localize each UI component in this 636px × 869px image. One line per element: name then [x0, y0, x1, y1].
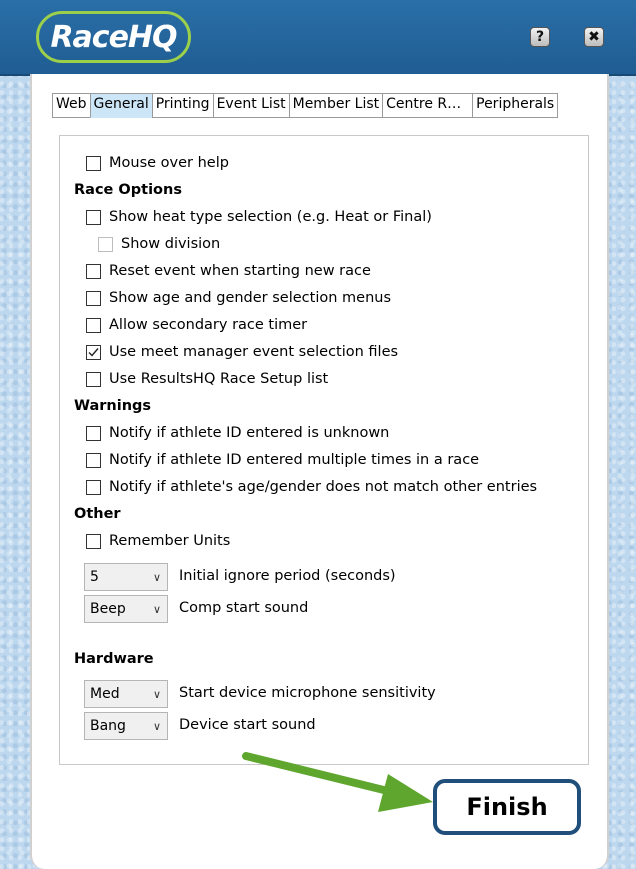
age-gender-menus-option[interactable] [86, 290, 391, 306]
show-division-option[interactable] [98, 236, 220, 252]
unknown-id-label: Notify if athlete ID entered is unknown [109, 425, 390, 441]
comp-start-sound-value: Beep [90, 601, 126, 617]
comp-start-sound-label [179, 600, 308, 616]
hardware-heading: Hardware [74, 651, 154, 667]
tab-member-list[interactable]: Member List [289, 93, 383, 118]
heat-type-label: Show heat type selection (e.g. Heat or Final) [109, 209, 432, 225]
remember-units-checkbox[interactable] [86, 534, 101, 549]
tab-general[interactable]: General [90, 93, 152, 118]
device-start-sound-label [179, 717, 316, 733]
device-start-sound-value: Bang [90, 718, 126, 734]
checkmark-icon [88, 347, 99, 358]
duplicate-id-option[interactable] [86, 452, 479, 468]
heat-type-option[interactable] [86, 209, 432, 225]
reset-event-checkbox[interactable] [86, 264, 101, 279]
tab-printing[interactable]: Printing [152, 93, 213, 118]
other-heading: Other [74, 506, 121, 522]
age-gender-mismatch-option[interactable] [86, 479, 537, 495]
chevron-down-icon: ∨ [152, 687, 161, 701]
heat-type-checkbox[interactable] [86, 210, 101, 225]
remember-units-label: Remember Units [109, 533, 231, 549]
tab-web[interactable]: Web [52, 93, 90, 118]
secondary-timer-label: Allow secondary race timer [109, 317, 308, 333]
ignore-period-value: 5 [90, 569, 99, 585]
reset-event-option[interactable] [86, 263, 371, 279]
mic-sensitivity-label [179, 685, 436, 701]
ignore-period-select[interactable] [84, 563, 168, 591]
meet-manager-files-label: Use meet manager event selection files [109, 344, 399, 360]
resultshq-setup-checkbox[interactable] [86, 372, 101, 387]
chevron-down-icon: ∨ [152, 602, 161, 616]
mic-sensitivity-label-text: Start device microphone sensitivity [179, 685, 436, 701]
show-division-label: Show division [121, 236, 221, 252]
resultshq-setup-option[interactable] [86, 371, 328, 387]
green-arrow-icon [238, 744, 438, 814]
race-options-heading: Race Options [74, 182, 182, 198]
tab-strip [52, 93, 558, 118]
show-division-checkbox[interactable] [98, 237, 113, 252]
age-gender-mismatch-label: Notify if athlete's age/gender does not match other entries [109, 479, 538, 495]
resultshq-setup-label: Use ResultsHQ Race Setup list [109, 371, 329, 387]
mouse-over-help-option[interactable] [86, 155, 229, 171]
general-settings-box [59, 135, 589, 765]
age-gender-menus-checkbox[interactable] [86, 291, 101, 306]
unknown-id-checkbox[interactable] [86, 426, 101, 441]
age-gender-menus-label: Show age and gender selection menus [109, 290, 392, 306]
chevron-down-icon: ∨ [152, 570, 161, 584]
mouse-over-help-label: Mouse over help [109, 155, 229, 171]
meet-manager-files-option[interactable] [86, 344, 398, 360]
remember-units-option[interactable] [86, 533, 230, 549]
meet-manager-files-checkbox[interactable] [86, 345, 101, 360]
ignore-period-label [179, 568, 396, 584]
mic-sensitivity-select[interactable] [84, 680, 168, 708]
device-start-sound-select[interactable] [84, 712, 168, 740]
ignore-period-label-text: Initial ignore period (seconds) [179, 568, 396, 584]
chevron-down-icon: ∨ [152, 719, 161, 733]
device-start-sound-label-text: Device start sound [179, 717, 316, 733]
close-button[interactable]: ✖ [584, 27, 604, 47]
duplicate-id-label: Notify if athlete ID entered multiple times in a race [109, 452, 480, 468]
help-button[interactable]: ? [530, 27, 550, 47]
finish-button[interactable]: Finish [433, 779, 581, 835]
title-bar [0, 0, 636, 76]
duplicate-id-checkbox[interactable] [86, 453, 101, 468]
tab-event-list[interactable]: Event List [213, 93, 289, 118]
comp-start-sound-select[interactable] [84, 595, 168, 623]
mic-sensitivity-value: Med [90, 686, 120, 702]
comp-start-sound-label-text: Comp start sound [179, 600, 309, 616]
secondary-timer-checkbox[interactable] [86, 318, 101, 333]
mouse-over-help-checkbox[interactable] [86, 156, 101, 171]
racehq-logo: RaceHQ [36, 11, 191, 63]
secondary-timer-option[interactable] [86, 317, 307, 333]
tab-peripherals[interactable]: Peripherals [472, 93, 558, 118]
age-gender-mismatch-checkbox[interactable] [86, 480, 101, 495]
unknown-id-option[interactable] [86, 425, 389, 441]
warnings-heading: Warnings [74, 398, 152, 414]
tab-centre-results[interactable]: Centre R… [382, 93, 472, 118]
reset-event-label: Reset event when starting new race [109, 263, 371, 279]
